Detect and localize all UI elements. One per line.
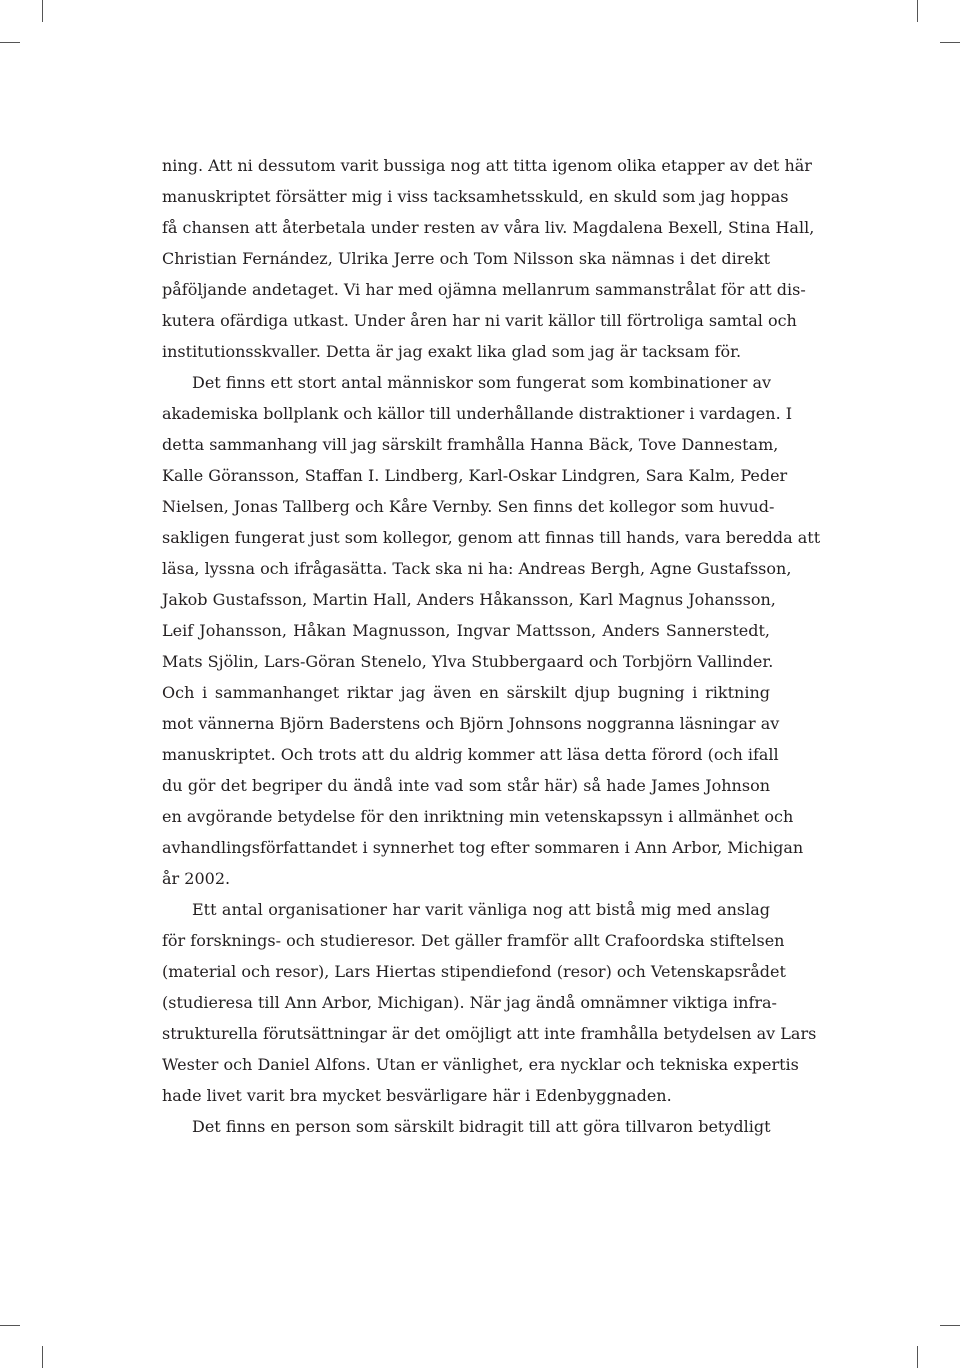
text-line: Nielsen, Jonas Tallberg och Kåre Vernby. Sen finns det kollegor som huvud- bbox=[162, 497, 775, 516]
text-line: kutera ofärdiga utkast. Under åren har ni varit källor till förtroliga samtal och bbox=[162, 311, 797, 330]
text-line: Jakob Gustafsson, Martin Hall, Anders Håkansson, Karl Magnus Johansson, bbox=[162, 590, 776, 609]
text-line: år 2002. bbox=[162, 869, 231, 888]
text-line: akademiska bollplank och källor till underhållande distraktioner i vardagen. I bbox=[162, 404, 793, 423]
text-line: Mats Sjölin, Lars-Göran Stenelo, Ylva Stubbergaard och Torbjörn Vallinder. bbox=[162, 652, 774, 671]
text-line: hade livet varit bra mycket besvärligare här i Edenbyggnaden. bbox=[162, 1086, 672, 1105]
text-line: strukturella förutsättningar är det omöjligt att inte framhålla betydelsen av Lars bbox=[162, 1024, 817, 1043]
text-line: (studieresa till Ann Arbor, Michigan). När jag ändå omnämner viktiga infra- bbox=[162, 993, 777, 1012]
text-line: du gör det begriper du ändå inte vad som står här) så hade James Johnson bbox=[162, 776, 770, 795]
text-line: mot vännerna Björn Baderstens och Björn Johnsons noggranna läsningar av bbox=[162, 714, 780, 733]
text-line: Kalle Göransson, Staffan I. Lindberg, Karl-Oskar Lindgren, Sara Kalm, Peder bbox=[162, 466, 788, 485]
text-line: institutionsskvaller. Detta är jag exakt lika glad som jag är tacksam för. bbox=[162, 342, 742, 361]
text-line: avhandlingsförfattandet i synnerhet tog efter sommaren i Ann Arbor, Michigan bbox=[162, 838, 804, 857]
body-text bbox=[162, 150, 821, 1142]
crop-mark-top-left-vertical bbox=[42, 0, 43, 22]
text-line: för forsknings- och studieresor. Det gäller framför allt Crafoordska stiftelsen bbox=[162, 931, 785, 950]
text-line: Det finns ett stort antal människor som fungerat som kombinationer av bbox=[192, 373, 772, 392]
text-line: Ett antal organisationer har varit vänliga nog att bistå mig med anslag bbox=[192, 900, 770, 919]
crop-mark-bottom-right-horizontal bbox=[940, 1325, 960, 1326]
crop-mark-bottom-right-vertical bbox=[917, 1346, 918, 1368]
text-line: en avgörande betydelse för den inriktning min vetenskapssyn i allmänhet och bbox=[162, 807, 794, 826]
text-line: få chansen att återbetala under resten av våra liv. Magdalena Bexell, Stina Hall, bbox=[162, 218, 815, 237]
text-line: manuskriptet. Och trots att du aldrig kommer att läsa detta förord (och ifall bbox=[162, 745, 779, 764]
crop-mark-bottom-left-horizontal bbox=[0, 1325, 20, 1326]
text-line: Wester och Daniel Alfons. Utan er vänlighet, era nycklar och tekniska expertis bbox=[162, 1055, 799, 1074]
text-line: manuskriptet försätter mig i viss tacksamhetsskuld, en skuld som jag hoppas bbox=[162, 187, 789, 206]
crop-mark-top-left-horizontal bbox=[0, 42, 20, 43]
text-line: sakligen fungerat just som kollegor, genom att finnas till hands, vara beredda att bbox=[162, 528, 821, 547]
crop-mark-top-right-vertical bbox=[917, 0, 918, 22]
text-line: Leif Johansson, Håkan Magnusson, Ingvar Mattsson, Anders Sannerstedt, bbox=[162, 621, 770, 640]
text-line: Det finns en person som särskilt bidragit till att göra tillvaron betydligt bbox=[192, 1117, 771, 1136]
text-line: påföljande andetaget. Vi har med ojämna mellanrum sammanstrålat för att dis- bbox=[162, 280, 806, 299]
text-line: Och i sammanhanget riktar jag även en särskilt djup bugning i riktning bbox=[162, 683, 770, 702]
crop-mark-top-right-horizontal bbox=[940, 42, 960, 43]
text-line: (material och resor), Lars Hiertas stipendiefond (resor) och Vetenskapsrådet bbox=[162, 962, 786, 981]
text-line: ning. Att ni dessutom varit bussiga nog att titta igenom olika etapper av det här bbox=[162, 156, 812, 175]
text-line: läsa, lyssna och ifrågasätta. Tack ska ni ha: Andreas Bergh, Agne Gustafsson, bbox=[162, 559, 792, 578]
text-line: detta sammanhang vill jag särskilt framhålla Hanna Bäck, Tove Dannestam, bbox=[162, 435, 779, 454]
crop-mark-bottom-left-vertical bbox=[42, 1346, 43, 1368]
text-line: Christian Fernández, Ulrika Jerre och Tom Nilsson ska nämnas i det direkt bbox=[162, 249, 770, 268]
